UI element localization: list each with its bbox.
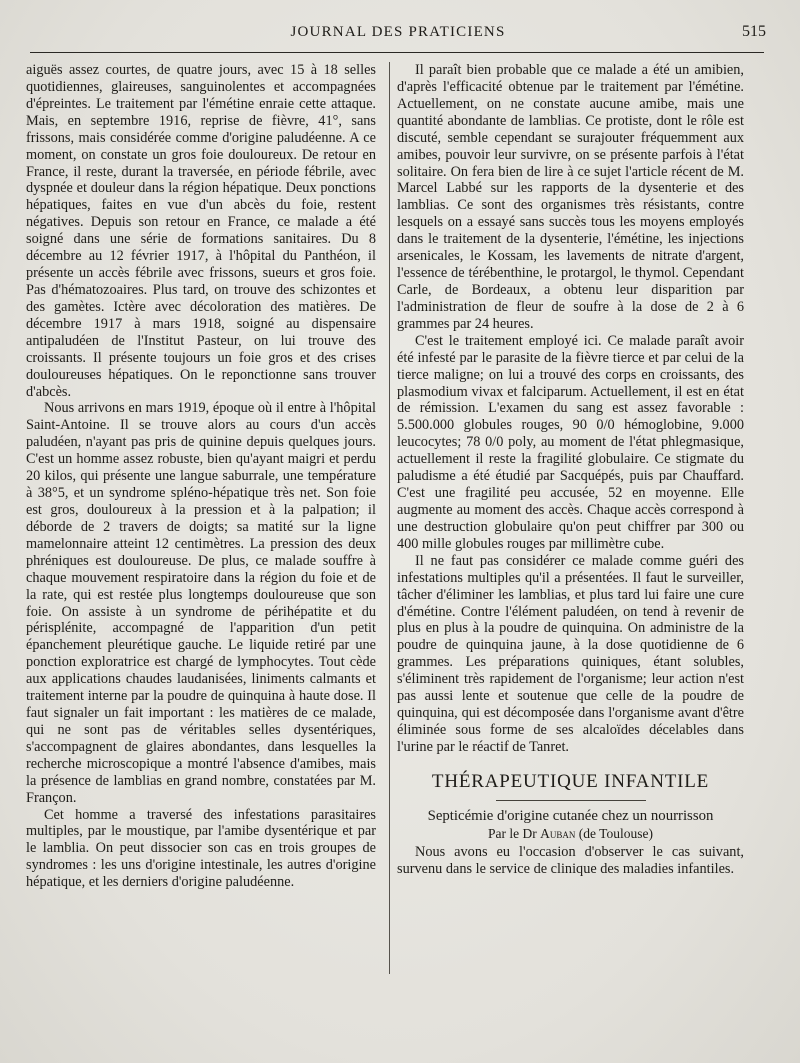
left-paragraph-3: Cet homme a traversé des infestations parasitaires multiples, par le moustique, par l'amibe dysentérique et par le lamblia. On peut dissocier son cas en trois groupes de syndromes : les uns d'origine intestinale, les autres d'origine hépatique, et les derniers d'origine paludéenne. [26, 806, 376, 891]
column-divider [389, 62, 390, 974]
right-paragraph-3: Il ne faut pas considérer ce malade comme guéri des infestations multiples qu'il a présentées. Il faut le surveiller, tâcher d'éliminer les lamblias, et plus tard lui faire une cure d'émétine. Contre l'élément paludéen, on tend à revenir de plus en plus à la poudre de quinquina. On administre de la poudre de quinquina jaune, à la dose quotidienne de 6 grammes. Les préparations quiniques, étant solubles, s'éliminent très rapidement de l'organisme; leur action n'est pas aussi lente et soutenue que celle de la poudre de quinquina, qui est décomposée dans l'organisme avant d'être éliminée sous forme de ses alcaloïdes décelables dans l'urine par le réactif de Tanret. [397, 552, 744, 755]
running-header [28, 20, 768, 46]
right-paragraph-2: C'est le traitement employé ici. Ce malade paraît avoir été infesté par le parasite de la fièvre tierce et par celui de la tierce maligne; on lui a trouvé des corps en croissants, des plasmodium vivax et falciparum. Actuellement, il est en état de rémission. L'examen du sang est assez favorable : 5.500.000 globules rouges, 90 0/0 hémoglobine, 9.000 leucocytes; 78 0/0 poly, au moment de l'état phlegmasique, actuellement il reste la fragilité globulaire. Ce stigmate du paludisme a été étudié par Sacquépés, puis par Chauffard. C'est une fragilité peu accusée, 52 en moyenne. Elle augmente au moment des accès. Chaque accès correspond à une destruction globulaire qu'on peut chiffrer par 300 ou 400 mille globules rouges par millimètre cube. [397, 332, 744, 552]
left-paragraph-2: Nous arrivons en mars 1919, époque où il entre à l'hôpital Saint-Antoine. Il se trouve alors au cours d'un accès paludéen, n'ayant pas pris de quinine depuis quelques jours. C'est un homme assez robuste, bien qu'ayant maigri et perdu 20 kilos, qui présente une langue saburrale, une température à 38°5, et un syndrome spléno-hépatique très net. Son foie est gros, douloureux à la pression et à la palpation; il déborde de 2 travers de doigts; sa matité sur la ligne mamelonnaire atteint 12 centimètres. La pression des deux phréniques est douloureuse. De plus, ce malade souffre à chaque mouvement respiratoire dans la région du foie et de la rate, qui est restée plus longtemps douloureuse que son foie. On assiste à un syndrome de périhépatite et du périsplénite, accompagné de l'apparition d'un petit épanchement pleurétique gauche. Le liquide retiré par une ponction exploratrice est chargé de lymphocytes. Tout cède aux applications chaudes laudanisées, liniments calmants et traitement interne par la poudre de quinquina à haute dose. Il faut signaler un fait important : les matières de ce malade, qui ne sont pas de véritables selles dysentériques, s'accompagnent de glaires abondantes, dans lesquelles la recherche microscopique a montré l'absence d'amibes, mais la présence de lamblias en grand nombre, constatées par M. Françon. [26, 400, 376, 806]
right-column [397, 62, 744, 878]
article-intro-paragraph: Nous avons eu l'occasion d'observer le cas suivant, survenu dans le service de clinique des maladies infantiles. [397, 843, 744, 877]
article-title: Septicémie d'origine cutanée chez un nourrisson [427, 807, 714, 824]
left-column [26, 62, 376, 891]
byline-author: Auban [540, 825, 576, 841]
section-title: THÉRAPEUTIQUE INFANTILE [397, 770, 744, 801]
byline-prefix: Par le Dr [488, 825, 537, 841]
left-paragraph-1: aiguës assez courtes, de quatre jours, avec 15 à 18 selles quotidiennes, glaireuses, sanguinolentes et accompagnées d'épreintes. Le traitement par l'émétine enraie cette attaque. Mais, en septembre 1916, reprise de fièvre, 41°, sans frissons, mais considérée comme d'origine paludéenne. A ce moment, on constate un gros foie douloureux. De retour en France, il reste, durant la traversée, en période fébrile, avec dyspnée et douleur dans la région hépatique. Deux ponctions hépatiques, faites en vue d'un abcès du foie, restent négatives. Depuis son retour en France, ce malade a été soigné dans une série de formations sanitaires. Du 8 décembre au 12 février 1917, à l'hôpital du Panthéon, il présente un accès fébrile avec frissons, sueurs et gros foie. Pas d'hématozoaires. Plus tard, on trouve des schizontes et des gamètes. Ictère avec décoloration des matières. De décembre 1917 à mars 1918, soigné au dispensaire antipaludéen de l'Institut Pasteur, on lui trouve des croissants. Il présente toujours un foie gros et des crises douloureuses hépatiques. On le reponctionne sans trouver d'abcès. [26, 62, 376, 400]
byline-affiliation: (de Toulouse) [578, 825, 653, 841]
header-rule [30, 52, 764, 53]
journal-title: JOURNAL DES PRATICIENS [290, 24, 506, 40]
right-paragraph-1: Il paraît bien probable que ce malade a été un amibien, d'après l'efficacité obtenue par le traitement par l'émétine. Actuellement, on ne constate aucune amibe, mais une quantité abondante de lamblias. Ce protiste, dont le rôle est discuté, semble cependant se surajouter fréquemment aux amibes, pouvoir leur survivre, on se présente parfois à l'état solitaire. On fera bien de lire à ce sujet l'article récent de M. Marcel Labbé sur les rapports de la dysenterie et des lamblias. Ce sont des organismes très résistants, contre lesquels on a essayé sans succès tous les moyens employés dans le traitement de la dysenterie, l'émétine, les injections arsenicales, le Kossam, les lavements de nitrate d'argent, l'essence de térébenthine, le protargol, le thymol. Cependant Carle, de Bordeaux, a obtenu leur disparition par l'administration de fleur de soufre à la dose de 2 à 6 grammes par 24 heures. [397, 62, 744, 332]
article-byline [397, 825, 744, 842]
page-number: 515 [742, 23, 766, 40]
